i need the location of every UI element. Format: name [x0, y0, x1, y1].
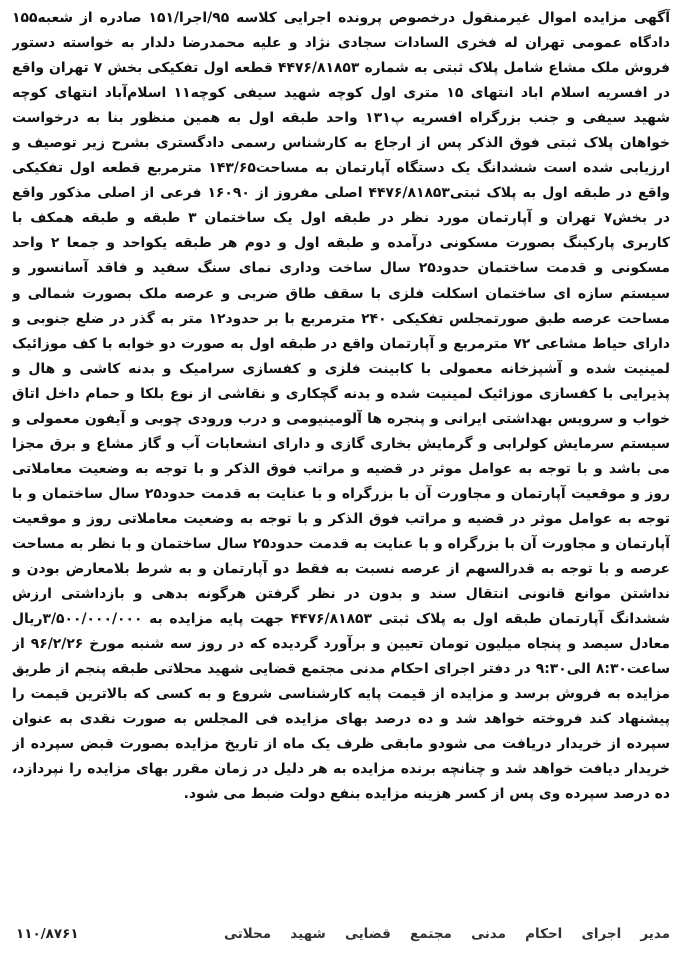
signature-word: احکام — [525, 926, 563, 942]
signature-word: محلاتی — [224, 926, 272, 942]
signature-word: مجتمع — [410, 926, 452, 942]
signature-word: شهید — [290, 926, 326, 942]
signature-word: مدنی — [471, 926, 506, 942]
signature-line — [224, 926, 670, 942]
signature-word: مدیر — [640, 926, 670, 942]
signature-word: اجرای — [581, 926, 622, 942]
auction-notice — [12, 6, 670, 948]
signature-word: قضایی — [344, 926, 391, 942]
notice-body-text: آگهی مزایده اموال غیرمنقول درخصوص پرونده اجرایی کلاسه ۹۵/اجرا/۱۵۱ صادره از شعبه۱۵۵ دادگاه عمومی تهران له فخری السادات سجادی نژاد و علیه محمدرضا دلدار به خواسته دستور فروش ملک مشاع شامل پلاک ثبتی به شماره ۴۴۷۶/۸۱۸۵۳ قطعه اول تفکیکی بخش ۷ تهران واقع در افسریه اسلام اباد انتهای ۱۵ متری اول کوچه شهید سیفی کوچه۱۱ اسلام‌آباد انتهای کوچه شهید سیفی و جنب بزرگراه افسریه پ۱۳۱ واحد طبقه اول به همین منظور بنا به درخواست خواهان پلاک ثبتی فوق الذکر پس از ارجاع به کارشناس رسمی دادگستری بشرح زیر توصیف و ارزیابی شده است ششدانگ یک دستگاه آپارتمان به مساحت۱۴۳/۶۵ مترمربع قطعه اول تفکیکی واقع در طبقه اول به پلاک ثبتی۴۴۷۶/۸۱۸۵۳ اصلی مفروز از ۱۶۰۹۰ فرعی از اصلی مذکور واقع در بخش۷ تهران و آپارتمان مورد نظر در طبقه اول یک ساختمان ۳ طبقه و طبقه همکف با کاربری پارکینگ بصورت مسکونی درآمده و طبقه اول و دوم هر طبقه یکواحد و جمعا ۲ واحد مسکونی و قدمت ساختمان حدود۲۵ سال ساخت وداری نمای سنگ سفید و فاقد آسانسور و سیستم سازه ای ساختمان اسکلت فلزی با سقف طاق ضربی و عرصه ملک بصورت شمالی و مساحت عرصه طبق صورتمجلس تفکیکی ۲۴۰ مترمربع با بر حدود۱۲ متر به گذر در ضلع جنوبی و دارای حیاط مشاعی ۷۲ مترمربع و آپارتمان واقع در طبقه اول به صورت دو خوابه با کف موزائیک لمینیت شده و آشپزخانه معمولی با کابینت فلزی و کفسازی سرامیک و بدنه کاشی و هال و پذیرایی با کفسازی موزائیک لمینیت شده و بدنه گچکاری و نقاشی از نوع بلکا و حمام داخل اتاق خواب و سرویس بهداشتی ایرانی و پنجره ها آلومینیومی و درب ورودی چوبی و آیفون معمولی و سیستم سرمایش کولرابی و گرمایش بخاری گازی و دارای انشعابات آب و گاز مشاع و برق مجزا می باشد و با توجه به عوامل موثر در قضیه و مراتب فوق الذکر و با توجه به وضعیت معاملاتی روز و موقعیت آپارتمان و مجاورت آن با بزرگراه و با عنایت به قدمت حدود۲۵ سال ساختمان و با توجه به عوامل موثر در قضیه و مراتب فوق الذکر و با توجه به وضعیت معاملاتی روز و موقعیت آپارتمان و مجاورت آن با بزرگراه و با عنایت به قدمت حدود۲۵ سال ساختمان و با نظر به مساحت عرصه و با توجه به قدرالسهم از عرصه نسبت به فقط دو آپارتمان و به شرط بلامعارض بودن و نداشتن موانع قانونی انتقال سند و بدون در نظر گرفتن هرگونه بدهی و بازداشتی ارزش ششدانگ آپارتمان طبقه اول به پلاک ثبتی ۴۴۷۶/۸۱۸۵۳ جهت پایه مزایده به ۳/۵۰۰/۰۰۰/۰۰۰ریال معادل سیصد و پنجاه میلیون تومان تعیین و برآورد گردیده که در روز سه شنبه مورخ ۹۶/۲/۲۶ از ساعت۸:۳۰ الی۹:۳۰ در دفتر اجرای احکام مدنی مجتمع قضایی شهید محلاتی طبقه پنجم از طریق مزایده به فروش برسد و مزایده از قیمت پایه کارشناسی شروع و به کسی که بالاترین قیمت را پیشنهاد کند فروخته خواهد شد و ده درصد بهای مزایده فی المجلس به صورت نقدی به عنوان سپرده از خریدار دریافت می شودو مابقی ظرف یک ماه از تاریخ مزایده بصورت قبض سپرده از خریدار دیافت خواهد شد و چنانچه برنده مزایده به هر دلیل در زمان مقرر بهای مزایده را نپردازد، ده درصد سپرده وی پس از کسر هزینه مزایده بنفع دولت ضبط می شود. — [12, 10, 670, 803]
reference-number: ۱۱۰/۸۷۶۱ — [16, 926, 79, 942]
notice-footer — [12, 921, 670, 947]
